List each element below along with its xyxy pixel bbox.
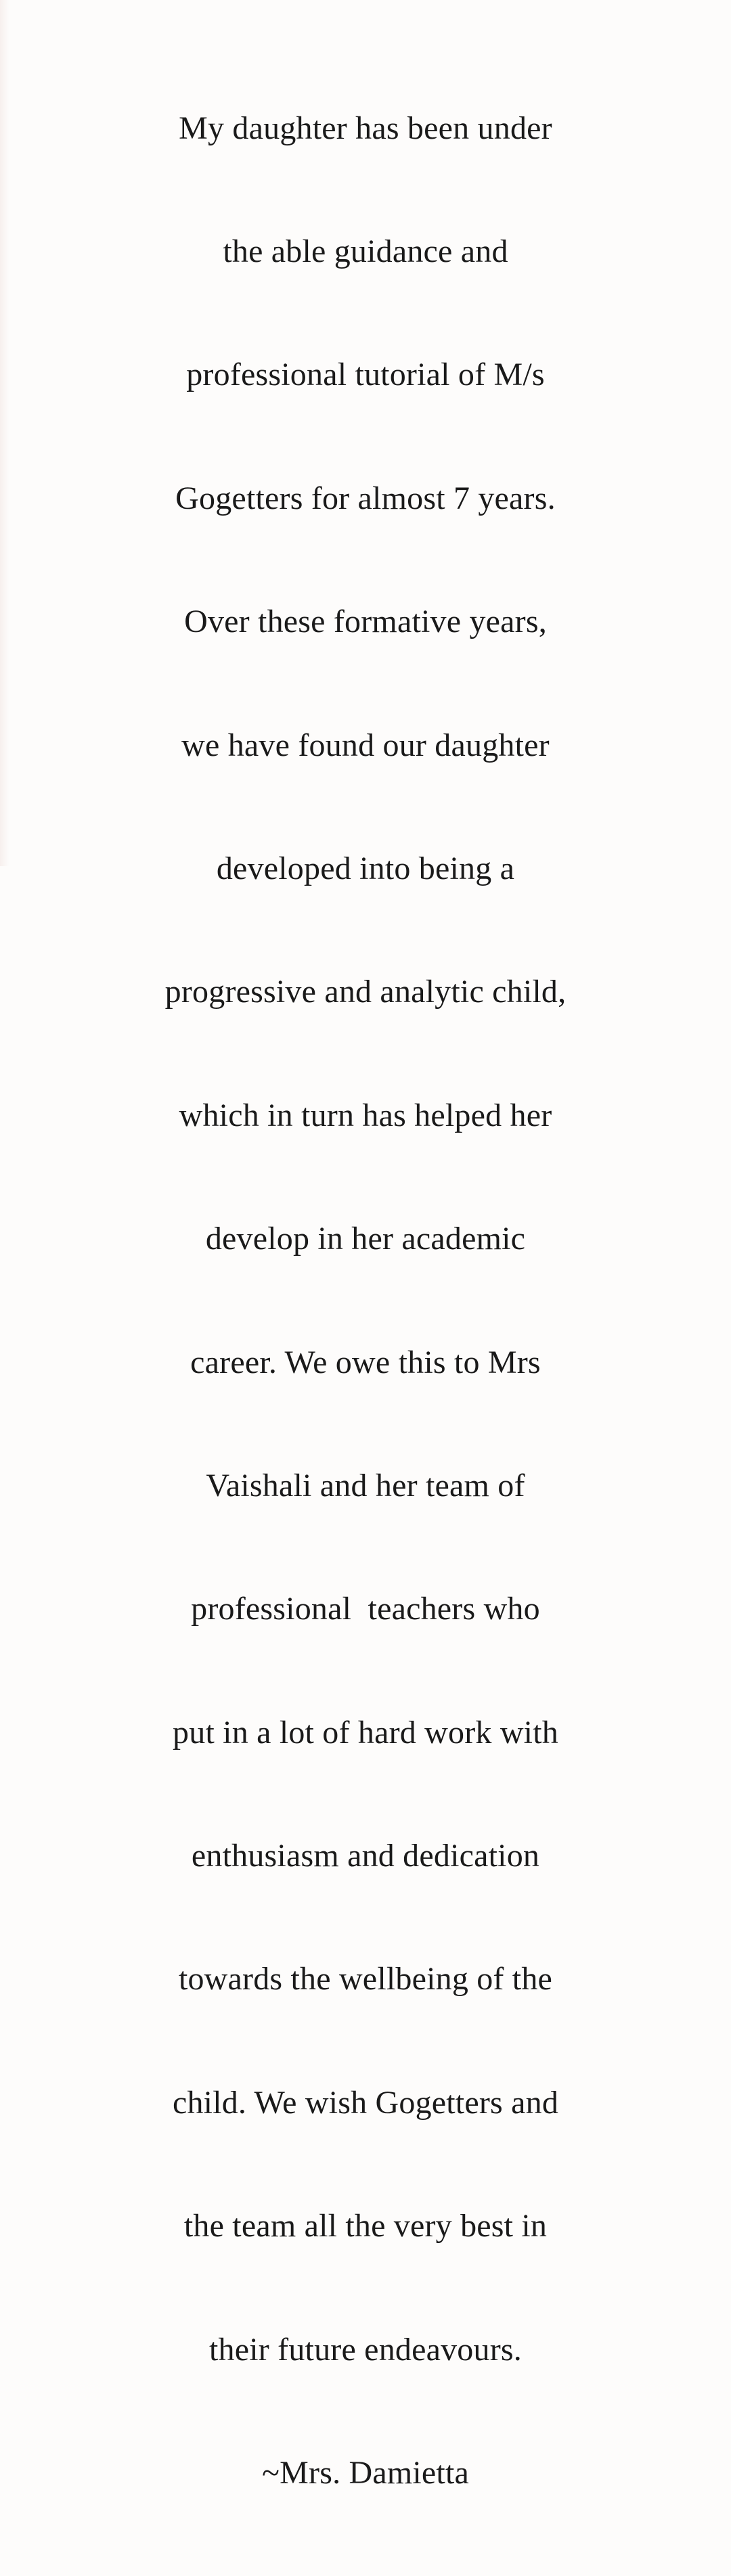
testimonial-line: Vaishali and her team of bbox=[206, 1467, 525, 1504]
testimonial-line: enthusiasm and dedication bbox=[191, 1838, 540, 1874]
testimonial-line: Gogetters for almost 7 years. bbox=[175, 480, 556, 516]
testimonial-line: My daughter has been under bbox=[179, 110, 552, 146]
testimonial-line: professional tutorial of M/s bbox=[186, 357, 545, 393]
testimonial-line: Over these formative years, bbox=[184, 604, 547, 640]
testimonial-line: towards the wellbeing of the bbox=[178, 1961, 553, 1997]
testimonial-line: career. We owe this to Mrs bbox=[190, 1344, 541, 1380]
testimonial-line: progressive and analytic child, bbox=[164, 974, 567, 1010]
testimonial-line: professional teachers who bbox=[191, 1591, 540, 1627]
testimonial-line: the team all the very best in bbox=[183, 2208, 548, 2244]
testimonial-line: developed into being a bbox=[216, 850, 515, 886]
testimonial-line: the able guidance and bbox=[223, 233, 508, 269]
testimonial-line: put in a lot of hard work with bbox=[173, 1714, 558, 1750]
testimonial-text bbox=[0, 26, 731, 2576]
testimonial-line: their future endeavours. bbox=[209, 2331, 522, 2368]
testimonial-signature: ~Mrs. Damietta bbox=[261, 2455, 470, 2491]
testimonial-line: develop in her academic bbox=[205, 1221, 526, 1257]
testimonial-line: which in turn has helped her bbox=[179, 1097, 552, 1133]
testimonial-line: we have found our daughter bbox=[181, 727, 550, 763]
testimonial-line: child. We wish Gogetters and bbox=[172, 2084, 559, 2121]
